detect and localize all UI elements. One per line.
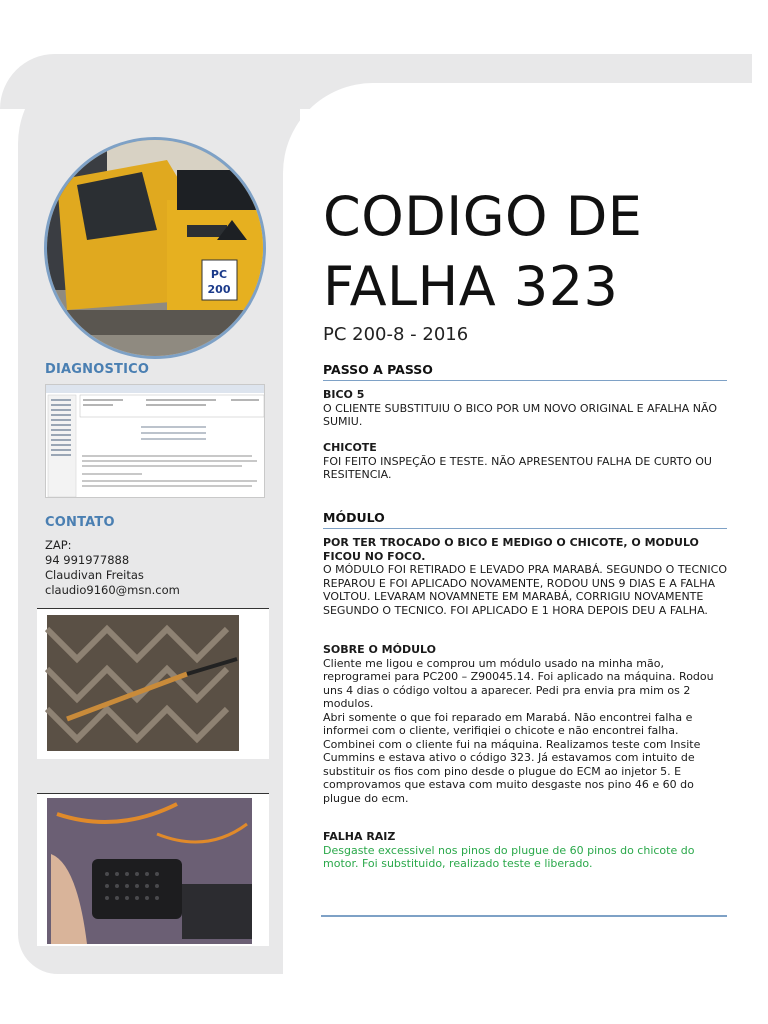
- sobre-para-2: Abri somente o que foi reparado em Marabá. Não encontrei falha e informei com o cliente, verifiqiei o chicote e não encontrei falha. Combinei com o cliente fui na máquina. Realizamos teste com Insite Cummins e estava ativo o código 323. Já estavamos com intuito de substituir os fios com pino desde o plugue do ECM ao injetor 5. E comprovamos que estava com muito desgaste nos pino 46 e 60 do plugue do ecm.: [323, 710, 701, 805]
- excavator-illustration: [47, 140, 266, 359]
- modulo-lead: POR TER TROCADO O BICO E MEDIGO O CHICOTE, O MODULO FICOU NO FOCO.: [323, 536, 699, 563]
- connector-pin-photo: [37, 608, 269, 759]
- contato-heading: CONTATO: [45, 515, 115, 530]
- chicote-label: CHICOTE: [323, 441, 377, 454]
- diagnostico-heading: DIAGNOSTICO: [45, 362, 150, 377]
- page-subtitle: PC 200-8 - 2016: [323, 324, 469, 345]
- excavator-badge-label: 200: [207, 283, 231, 296]
- falha-text: Desgaste excessivel nos pinos do plugue de 60 pinos do chicote do motor. Foi substituido, realizado teste e liberado.: [323, 843, 695, 870]
- modulo-text: O MÓDULO FOI RETIRADO E LEVADO PRA MARABÁ. SEGUNDO O TECNICO REPAROU E FOI APLICADO NOVAMENTE, RODOU UNS 9 DIAS E A FALHA VOLTOU. LEVARAM NOVAMNETE EM MARABÁ, CORRIGIU NOVAMENTE SEGUNDO O TECNICO. FOI APLICADO E 1 HORA DEPOIS DEU A FALHA.: [323, 563, 727, 617]
- passo-heading: PASSO A PASSO: [323, 362, 727, 381]
- diagnostic-screenshot: [45, 384, 265, 498]
- sobre-block: [323, 643, 727, 805]
- contact-phone: 94 991977888: [45, 553, 130, 567]
- modulo-block: [323, 536, 727, 617]
- bico-label: BICO 5: [323, 388, 365, 401]
- chicote-text: FOI FEITO INSPEÇÃO E TESTE. NÃO APRESENTOU FALHA DE CURTO OU RESITENCIA.: [323, 454, 712, 481]
- connector-plug-graphic: [37, 794, 269, 946]
- excavator-photo: [44, 137, 266, 359]
- contact-email[interactable]: claudio9160@msn.com: [45, 583, 180, 597]
- bico-text: O CLIENTE SUBSTITUIU O BICO POR UM NOVO ORIGINAL E AFALHA NÃO SUMIU.: [323, 401, 718, 428]
- svg-text:PC: PC: [210, 268, 228, 281]
- zap-label: ZAP:: [45, 538, 72, 552]
- connector-pin-graphic: [37, 609, 269, 759]
- page-title: [323, 182, 642, 322]
- contact-name: Claudivan Freitas: [45, 568, 144, 582]
- chicote-block: [323, 441, 727, 482]
- bottom-rule: [321, 915, 727, 917]
- title-line-1: CODIGO DE: [323, 185, 643, 248]
- diagnostic-thumbnail-graphic: [46, 385, 265, 498]
- sobre-para-1: Cliente me ligou e comprou um módulo usado na minha mão, reprogramei para PC200 – Z90045.14. Foi aplicado na máquina. Rodou uns 4 dias o código voltou a aparecer. Pedi pra envia pra mim os 2 modulos.: [323, 656, 714, 710]
- title-line-2: FALHA 323: [323, 255, 619, 318]
- modulo-heading: MÓDULO: [323, 510, 727, 529]
- falha-block: [323, 830, 727, 871]
- falha-label: FALHA RAIZ: [323, 830, 396, 843]
- bico-block: [323, 388, 727, 429]
- contact-info: [45, 538, 180, 598]
- connector-plug-photo: [37, 793, 269, 946]
- sobre-label: SOBRE O MÓDULO: [323, 643, 436, 656]
